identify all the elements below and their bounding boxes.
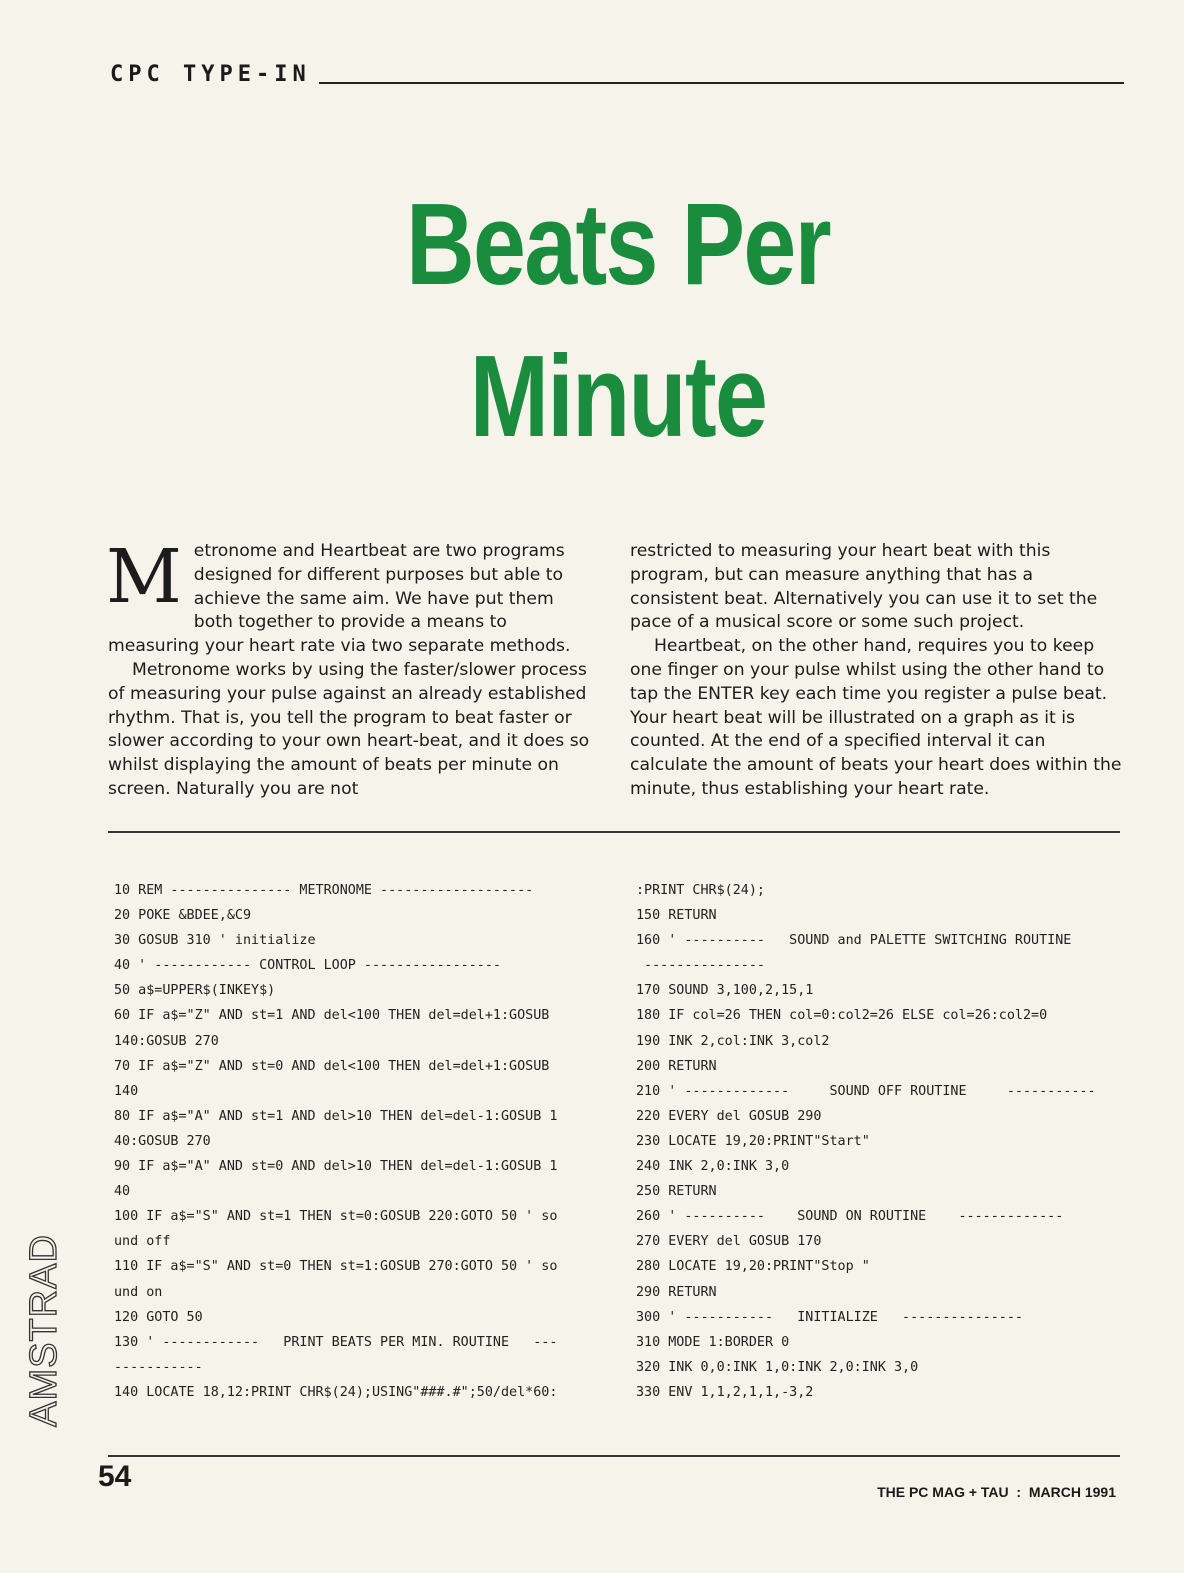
section-header — [110, 52, 1124, 86]
code-line: und off — [114, 1234, 171, 1250]
intro-column-left — [106, 534, 590, 802]
code-line: 140:GOSUB 270 — [114, 1033, 219, 1049]
intro-paragraph: Heartbeat, on the other hand, requires you to keep one finger on your pulse whilst using the other hand to tap the ENTER key each time you register a pulse beat. Your heart beat will be illustrated on a graph as it is counted. At the end of a specified interval it can calculate the amount of beats your heart does within the minute, thus establishing your heart rate. — [630, 636, 1122, 799]
code-line: 130 ' ------------ PRINT BEATS PER MIN. ROUTINE --- — [114, 1334, 558, 1350]
section-rule — [319, 82, 1124, 84]
code-line: 10 REM --------------- METRONOME ------------------- — [114, 883, 534, 898]
code-line: 50 a$=UPPER$(INKEY$) — [114, 983, 276, 999]
code-line: 110 IF a$="S" AND st=0 THEN st=1:GOSUB 270:GOTO 50 ' so — [114, 1259, 558, 1275]
code-line: 90 IF a$="A" AND st=0 AND del>10 THEN del=del-1:GOSUB 1 — [114, 1159, 558, 1175]
code-line: 30 GOSUB 310 ' initialize — [114, 933, 316, 949]
code-line: 40 ' ------------ CONTROL LOOP ----------------- — [114, 958, 501, 974]
code-line: 140 — [114, 1083, 139, 1099]
code-line: 70 IF a$="Z" AND st=0 AND del<100 THEN del=del+1:GOSUB — [114, 1058, 550, 1074]
code-line: 170 SOUND 3,100,2,15,1 — [636, 983, 814, 999]
code-line: 180 IF col=26 THEN col=0:col2=26 ELSE col=26:col2=0 — [636, 1008, 1048, 1024]
code-line: 290 RETURN — [636, 1284, 717, 1300]
divider-rule — [108, 831, 1120, 833]
intro-column-right — [630, 540, 1124, 802]
drop-cap: M — [106, 534, 182, 620]
code-line: 270 EVERY del GOSUB 170 — [636, 1234, 822, 1250]
code-line: 260 ' ---------- SOUND ON ROUTINE ------------- — [636, 1209, 1064, 1225]
intro-paragraph: restricted to measuring your heart beat with this program, but can measure anything that has a consistent beat. Alternatively you can use it to set the pace of a musical score or some such project. — [630, 541, 1098, 633]
code-line: 300 ' ----------- INITIALIZE --------------- — [636, 1309, 1023, 1325]
publication-line: THE PC MAG + TAU : MARCH 1991 — [877, 1484, 1116, 1500]
code-line: 250 RETURN — [636, 1184, 717, 1200]
page-number: 54 — [98, 1460, 132, 1493]
code-line: 140 LOCATE 18,12:PRINT CHR$(24);USING"###.#";50/del*60: — [114, 1384, 558, 1400]
code-line: 230 LOCATE 19,20:PRINT"Start" — [636, 1133, 870, 1149]
code-line: 40 — [114, 1184, 131, 1200]
title-line-1: Beats Per — [405, 179, 831, 309]
code-line: 280 LOCATE 19,20:PRINT"Stop " — [636, 1259, 870, 1275]
code-line: 40:GOSUB 270 — [114, 1133, 211, 1149]
code-line: 190 INK 2,col:INK 3,col2 — [636, 1033, 830, 1049]
code-listing-right — [636, 878, 1120, 1405]
code-line: und on — [114, 1284, 163, 1300]
title-line-2: Minute — [469, 331, 767, 461]
brand-label: AMSTRAD — [22, 1233, 65, 1427]
code-line: 220 EVERY del GOSUB 290 — [636, 1108, 822, 1124]
code-line: 310 MODE 1:BORDER 0 — [636, 1334, 790, 1350]
intro-paragraph: Metronome works by using the faster/slower process of measuring your pulse against an already established rhythm. That is, you tell the program to beat faster or slower according to your own heart-beat, and it does so whilst displaying the amount of beats per minute on screen. Naturally you are not — [108, 659, 590, 799]
code-line: 80 IF a$="A" AND st=1 AND del>10 THEN del=del-1:GOSUB 1 — [114, 1108, 558, 1124]
code-line: 120 GOTO 50 — [114, 1309, 203, 1325]
code-line: 60 IF a$="Z" AND st=1 AND del<100 THEN del=del+1:GOSUB — [114, 1008, 550, 1024]
code-line: 240 INK 2,0:INK 3,0 — [636, 1159, 790, 1175]
code-line: ----------- — [114, 1359, 203, 1375]
code-line: 210 ' ------------- SOUND OFF ROUTINE ----------- — [636, 1083, 1096, 1099]
code-line: 200 RETURN — [636, 1058, 717, 1074]
code-line: :PRINT CHR$(24); — [636, 883, 765, 898]
code-listing-left — [114, 878, 604, 1405]
intro-paragraph — [106, 534, 590, 659]
footer-rule — [108, 1455, 1120, 1457]
code-line: 100 IF a$="S" AND st=1 THEN st=0:GOSUB 220:GOTO 50 ' so — [114, 1209, 558, 1225]
code-line: 20 POKE &BDEE,&C9 — [114, 908, 252, 924]
side-brand — [14, 1230, 74, 1430]
code-line: 320 INK 0,0:INK 1,0:INK 2,0:INK 3,0 — [636, 1359, 919, 1375]
section-label: CPC TYPE-IN — [110, 62, 311, 87]
code-line: 330 ENV 1,1,2,1,1,-3,2 — [636, 1384, 814, 1400]
code-line: 160 ' ---------- SOUND and PALETTE SWITCHING ROUTINE — [636, 933, 1072, 949]
code-line: --------------- — [636, 958, 765, 974]
intro-paragraph-text: etronome and Heartbeat are two programs designed for different purposes but able to achieve the same aim. We have put them both together to provide a means to measuring your heart rate via two separate methods. — [108, 541, 571, 657]
code-line: 150 RETURN — [636, 908, 717, 924]
